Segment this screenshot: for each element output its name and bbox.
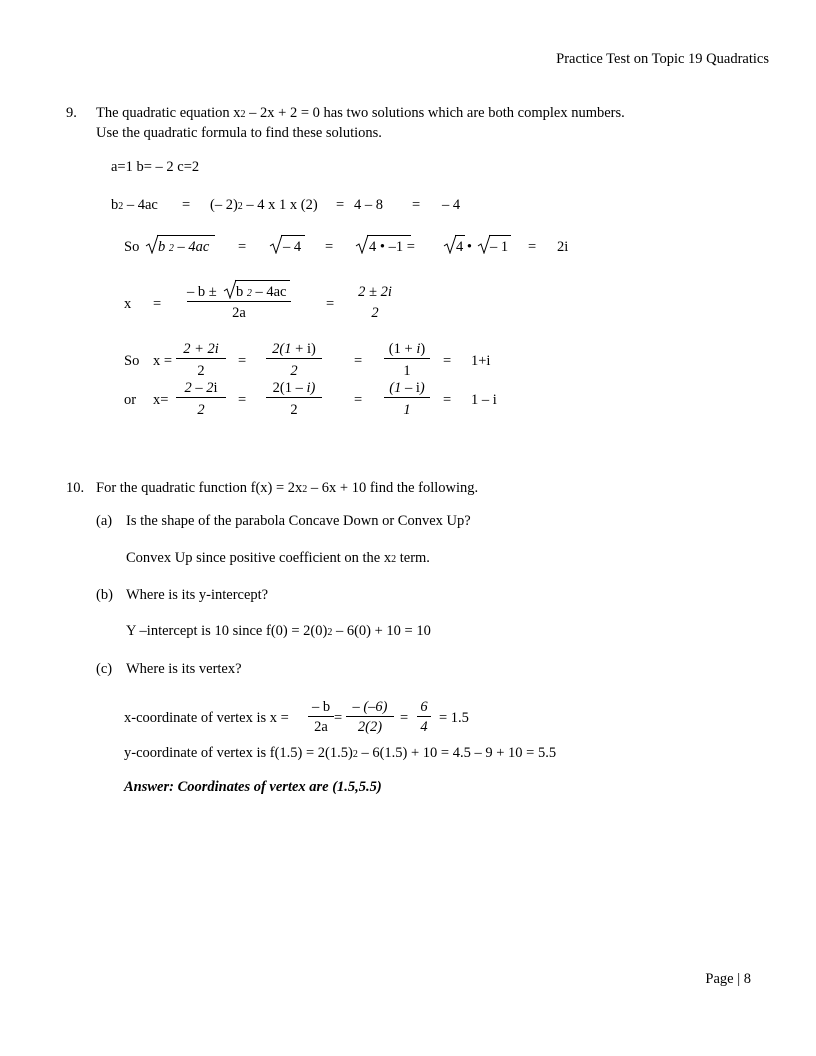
- fraction-bar: [176, 397, 226, 398]
- question-9-line-1: The quadratic equation x2 – 2x + 2 = 0 has two solutions which are both complex numbers.: [96, 105, 625, 121]
- fraction-bar: [384, 358, 430, 359]
- page-header: Practice Test on Topic 19 Quadratics: [556, 51, 769, 67]
- question-10-intro: For the quadratic function f(x) = 2x2 – 6x + 10 find the following.: [96, 480, 479, 496]
- equals-sign: =: [326, 296, 335, 312]
- formula-radicand: b 2 – 4ac: [236, 284, 287, 300]
- fraction-denominator: 2(2): [357, 719, 383, 735]
- vertex-x-result: = 1.5: [439, 710, 469, 726]
- x-equals: x=: [153, 392, 169, 408]
- fraction-bar: [187, 301, 291, 302]
- fraction-bar: [417, 716, 431, 717]
- x-variable: x: [124, 296, 132, 312]
- so-label: So: [124, 239, 140, 255]
- or-label: or: [124, 392, 137, 408]
- equals-sign: =: [443, 392, 452, 408]
- discriminant-lhs: b2 – 4ac: [111, 197, 158, 213]
- equals-sign: =: [443, 353, 452, 369]
- equals-sign: =: [238, 239, 247, 255]
- page-number: Page | 8: [705, 971, 751, 987]
- fraction-denominator: 2: [371, 305, 379, 321]
- radicand-product: 4 • –1 =: [369, 239, 415, 255]
- fraction-numerator: 2(1 + i): [272, 341, 316, 357]
- so-label: So: [124, 353, 140, 369]
- part-a-question: Is the shape of the parabola Concave Down or Convex Up?: [126, 513, 471, 529]
- x-equals: x =: [153, 353, 173, 369]
- fraction-numerator: 2 + 2i: [183, 341, 219, 357]
- fraction-bar: [266, 358, 322, 359]
- equals-sign: =: [354, 353, 363, 369]
- fraction-numerator: – (–6): [352, 699, 388, 715]
- vertex-x-text: x-coordinate of vertex is x =: [124, 710, 289, 726]
- equals-sign: =: [400, 710, 409, 726]
- radicand-discriminant: b 2 – 4ac: [158, 239, 210, 255]
- discriminant-value: 4 – 8: [354, 197, 383, 213]
- question-10-number: 10.: [66, 480, 85, 496]
- question-9-line-2: Use the quadratic formula to find these solutions.: [96, 125, 382, 141]
- fraction-denominator: 2: [197, 363, 205, 379]
- equals-sign: =: [528, 239, 537, 255]
- equals-sign: =: [334, 710, 343, 726]
- part-b-question: Where is its y-intercept?: [126, 587, 269, 603]
- fraction-bar: [384, 397, 430, 398]
- coefficients-line: a=1 b= – 2 c=2: [111, 159, 200, 175]
- fraction-denominator: 1: [403, 363, 411, 379]
- discriminant-substitution: (– 2)2 – 4 x 1 x (2): [210, 197, 318, 213]
- radicand-minus-one: – 1: [490, 239, 509, 255]
- fraction-numerator: 6: [420, 699, 428, 715]
- fraction-denominator: 2: [290, 402, 298, 418]
- radicand-four: 4 •: [456, 239, 472, 255]
- equals-sign: =: [238, 392, 247, 408]
- fraction-numerator: 2 – 2i: [184, 380, 218, 396]
- fraction-bar: [266, 397, 322, 398]
- equals-sign: =: [182, 197, 191, 213]
- part-a-label: (a): [96, 513, 113, 529]
- question-9-number: 9.: [66, 105, 77, 121]
- fraction-bar: [346, 716, 394, 717]
- fraction-bar: [176, 358, 226, 359]
- fraction-numerator: – b: [311, 699, 331, 715]
- part-c-label: (c): [96, 661, 113, 677]
- fraction-numerator: (1 – i): [389, 380, 425, 396]
- fraction-numerator: 2 ± 2i: [358, 284, 392, 300]
- formula-numerator-prefix: – b ±: [187, 284, 217, 300]
- part-a-answer: Convex Up since positive coefficient on the x2 term.: [126, 550, 430, 566]
- fraction-denominator: 2a: [314, 719, 328, 735]
- fraction-bar: [308, 716, 334, 717]
- part-b-answer: Y –intercept is 10 since f(0) = 2(0)2 – 6(0) + 10 = 10: [126, 623, 431, 639]
- sqrt-result: 2i: [557, 239, 569, 255]
- part-b-label: (b): [96, 587, 113, 603]
- vertex-y-line: y-coordinate of vertex is f(1.5) = 2(1.5)2 – 6(1.5) + 10 = 4.5 – 9 + 10 = 5.5: [124, 745, 557, 761]
- discriminant-result: – 4: [442, 197, 461, 213]
- equals-sign: =: [354, 392, 363, 408]
- fraction-denominator: 1: [403, 402, 411, 418]
- fraction-denominator: 2: [197, 402, 205, 418]
- fraction-denominator: 4: [420, 719, 428, 735]
- fraction-numerator: (1 + i): [388, 341, 426, 357]
- equals-sign: =: [238, 353, 247, 369]
- part-c-question: Where is its vertex?: [126, 661, 242, 677]
- equals-sign: =: [336, 197, 345, 213]
- fraction-denominator: 2: [290, 363, 298, 379]
- solution-plus-result: 1+i: [471, 353, 491, 369]
- equals-sign: =: [325, 239, 334, 255]
- vertex-answer: Answer: Coordinates of vertex are (1.5,5.5): [124, 779, 382, 795]
- equals-sign: =: [153, 296, 162, 312]
- formula-denominator: 2a: [232, 305, 246, 321]
- fraction-numerator: 2(1 – i): [272, 380, 316, 396]
- solution-minus-result: 1 – i: [471, 392, 497, 408]
- equals-sign: =: [412, 197, 421, 213]
- radicand-minus-four: – 4: [283, 239, 302, 255]
